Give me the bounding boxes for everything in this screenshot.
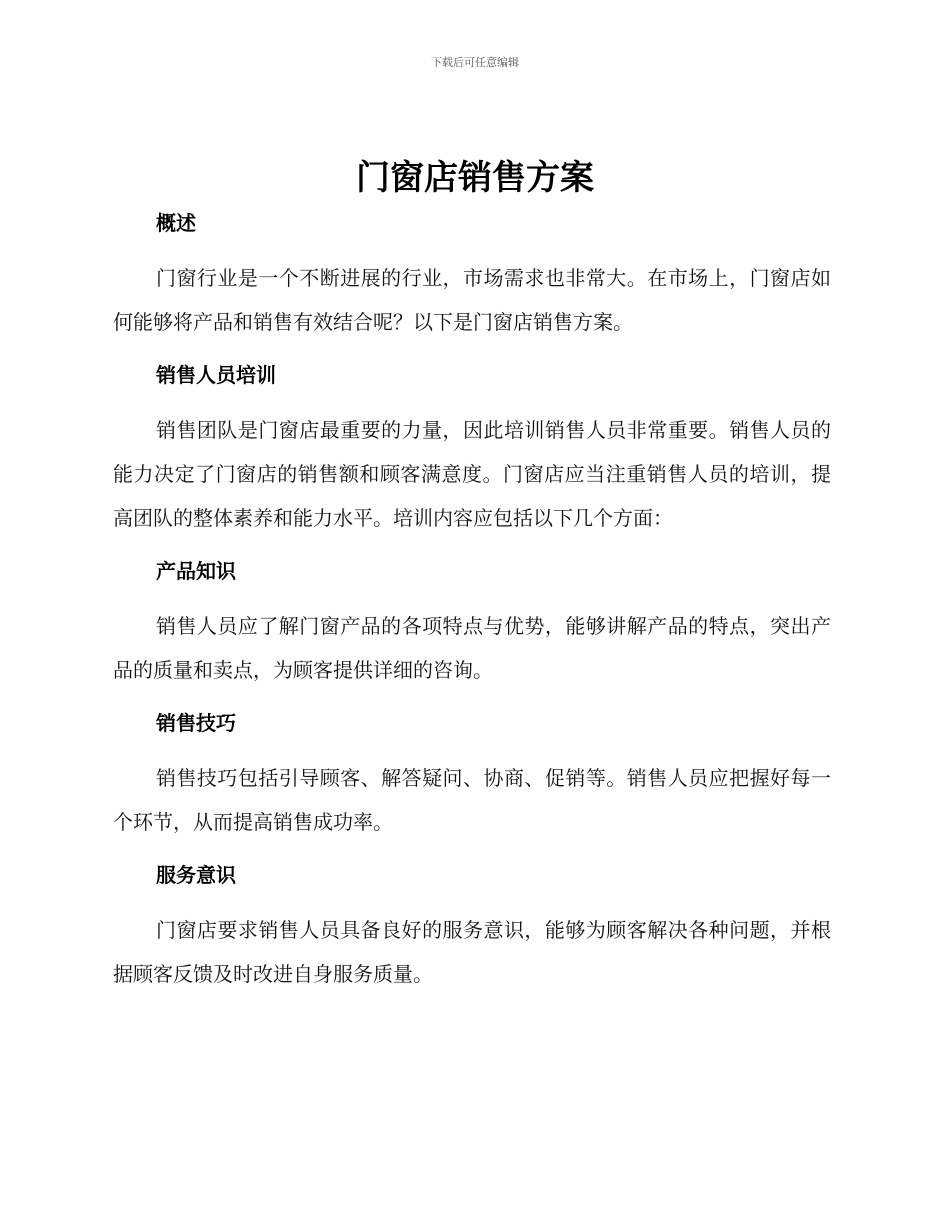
section-heading: 服务意识: [156, 863, 236, 887]
section-paragraph: 销售技巧包括引导顾客、解答疑问、协商、促销等。销售人员应把握好每一个环节，从而提高销售成功率。: [113, 766, 831, 834]
section-sales-training: [113, 358, 831, 540]
section-paragraph: 门窗行业是一个不断进展的行业，市场需求也非常大。在市场上，门窗店如何能够将产品和销售有效结合呢？以下是门窗店销售方案。: [113, 266, 831, 334]
page-header-note: 下载后可任意编辑: [431, 56, 519, 69]
section-sales-skills: [113, 706, 831, 844]
document-title: 门窗店销售方案: [356, 158, 594, 198]
section-heading: 销售技巧: [156, 711, 236, 735]
section-product-knowledge: [113, 554, 831, 692]
section-paragraph: 门窗店要求销售人员具备良好的服务意识，能够为顾客解决各种问题，并根据顾客反馈及时改进自身服务质量。: [113, 918, 831, 986]
section-heading: 产品知识: [156, 559, 236, 583]
section-heading: 概述: [156, 211, 196, 235]
section-overview: [113, 206, 831, 344]
section-paragraph: 销售团队是门窗店最重要的力量，因此培训销售人员非常重要。销售人员的能力决定了门窗店的销售额和顾客满意度。门窗店应当注重销售人员的培训，提高团队的整体素养和能力水平。培训内容应包括以下几个方面：: [113, 418, 831, 530]
document-body: [113, 206, 831, 1010]
section-heading: 销售人员培训: [156, 363, 276, 387]
section-service-awareness: [113, 858, 831, 996]
section-paragraph: 销售人员应了解门窗产品的各项特点与优势，能够讲解产品的特点，突出产品的质量和卖点，为顾客提供详细的咨询。: [113, 614, 831, 682]
